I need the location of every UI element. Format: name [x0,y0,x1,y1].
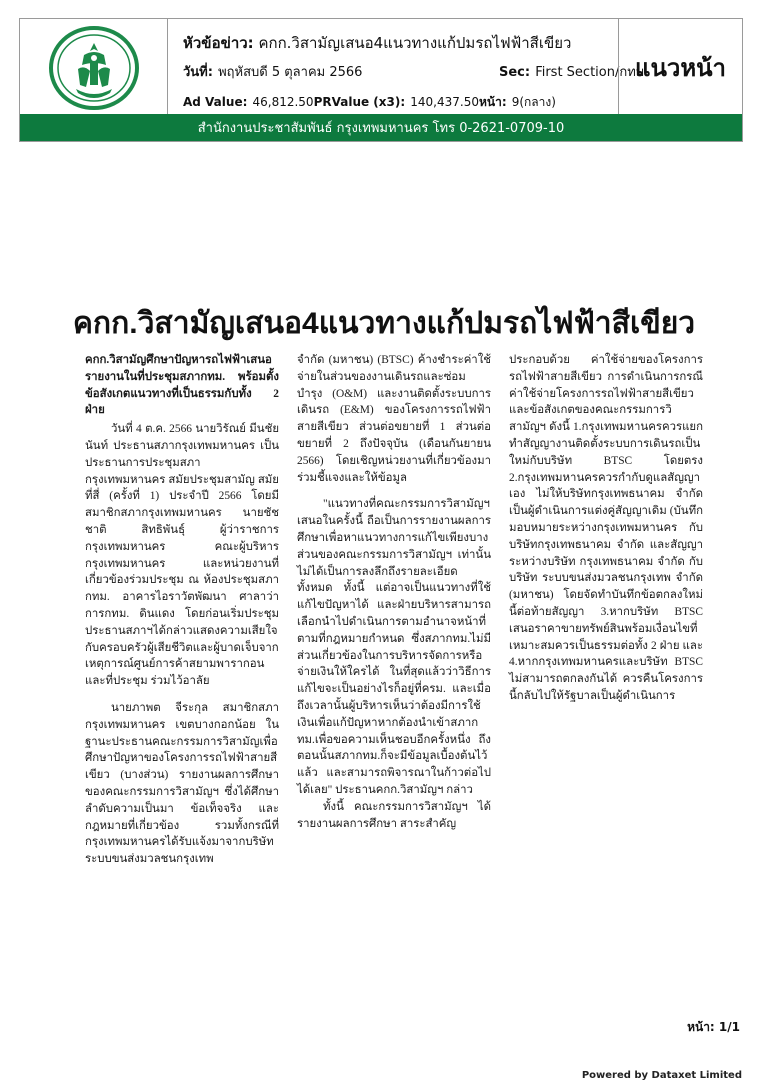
logo-box [20,19,168,116]
date-value: พฤหัสบดี 5 ตุลาคม 2566 [218,65,363,80]
headline-label: หัวข้อข่าว: [183,34,254,52]
pr-value: 140,437.50 [410,95,479,109]
article-paragraph: จำกัด (มหาชน) (BTSC) ค้างชำระค่าใช้จ่ายในส่วนของงานเดินรถและซ่อมบำรุง (O&M) และงานติดตั้งระบบการเดินรถ (E&M) ของโครงการรถไฟฟ้าสายสีเขียว ส่วนต่อขยายที่ 1 ส่วนต่อขยายที่ 2 ถึงปัจจุบัน (เดือนกันยายน 2566) โดยเชิญหน่วยงานที่เกี่ยวข้องมาร่วมชี้แจงและให้ข้อมูล [297,354,491,484]
article-paragraph: นายภาพต จีระกุล สมาชิกสภากรุงเทพมหานคร เขตบางกอกน้อย ในฐานะประธานคณะกรรมการวิสามัญเพื่อศึกษาปัญหาของโครงการรถไฟฟ้าสายสีเขียว (บางส่วน) รายงานผลการศึกษาของคณะกรรมการวิสามัญฯ ซึ่งได้ศึกษาลำดับความเป็นมา ข้อเท็จจริง และกฎหมายที่เกี่ยวข้อง รวมทั้งกรณีที่กรุงเทพมหานครได้รับแจ้งมาจากบริษัทระบบขนส่งมวลชนกรุงเทพ [85,701,279,866]
ad-value-label: Ad Value: [183,95,248,109]
date-label: วันที่: [183,65,213,80]
page-counter: หน้า: 1/1 [687,1020,740,1034]
powered-by-credit: Powered by Dataxet Limited [581,1070,742,1081]
clipping-meta [183,27,649,113]
value-row [183,91,556,112]
pr-value-label: PRValue (x3): [313,95,406,109]
article-body [85,352,703,868]
article-column-2 [297,352,491,868]
article-column-1 [85,352,279,868]
bangkok-seal-logo [48,25,140,111]
headline-value: คกก.วิสามัญเสนอ4แนวทางแก้ปมรถไฟฟ้าสีเขียว [258,34,572,52]
sec-label: Sec: [499,65,531,80]
headline-row [183,31,571,55]
article-paragraph: ทั้งนี้ คณะกรรมการวิสามัญฯ ได้รายงานผลการศึกษา สาระสำคัญ [297,800,491,830]
sec-value: First Section/กทม. [535,65,649,80]
article-column-3 [509,352,703,868]
page-value: 9(กลาง) [511,95,556,109]
clipping-header [19,18,743,142]
newspaper-name: แนวหน้า [618,19,742,116]
ad-value: 46,812.50 [252,95,314,109]
article-paragraph: วันที่ 4 ต.ค. 2566 นายวิรัณย์ มีนชัยนันท์ ประธานสภากรุงเทพมหานคร เป็นประธานการประชุมสภากรุงเทพมหานคร สมัยประชุมสามัญ สมัยที่สี่ (ครั้งที่ 1) ประจำปี 2566 โดยมี สมาชิกสภากรุงเทพมหานคร นายชัชชาติ สิทธิพันธุ์ ผู้ว่าราชการกรุงเทพมหานคร คณะผู้บริหารกรุงเทพมหานคร และหน่วยงานที่เกี่ยวข้องร่วมประชุม ณ ห้องประชุมสภากทม. อาคารไอราวัตพัฒนา ศาลาว่าการกทม. ดินแดง โดยก่อนเริ่มประชุม ประธานสภาฯได้กล่าวแสดงความเสียใจกับครอบครัวผู้เสียชีวิตและผู้บาดเจ็บจากเหตุการณ์ศูนย์การค้าสยามพารากอน และที่ประชุม ร่วมไว้อาลัย [85,423,279,688]
page-label: หน้า: [478,95,507,109]
article-lead: คกก.วิสามัญศึกษาปัญหารถไฟฟ้าเสนอรายงานในที่ประชุมสภากทม. พร้อมตั้งข้อสังเกตแนวทางที่เป็นธรรมกับทั้ง 2 ฝ่าย [85,354,279,417]
article-paragraph: "แนวทางที่คณะกรรมการวิสามัญฯ เสนอในครั้งนี้ ถือเป็นการรายงานผลการศึกษาเพื่อหาแนวทางการแก้ไขเพียงบางส่วนของคณะกรรมการวิสามัญฯ เท่านั้น ไม่ได้เป็นการลงลึกถึงรายละเอียดทั้งหมด ทั้งนี้ แต่อาจเป็นแนวทางที่ใช้แก้ไขปัญหาได้ และฝ่ายบริหารสามารถเลือกนำไปดำเนินการตามอำนาจหน้าที่ตามที่กฎหมายกำหนด ซึ่งสภากทม.ไม่มีส่วนเกี่ยวข้องในการบริหารจัดการหรือจ่ายเงินให้ใครได้ ในที่สุดแล้วว่าวิธีการแก้ไขจะเป็นอย่างไรก็อยู่ที่ครม. และเมื่อถึงเวลานั้นผู้บริหารเห็นว่าต้องมีการใช้เงินเพื่อแก้ปัญหาหากต้องนำเข้าสภากทม.เพื่อขอความเห็นชอบอีกครั้งหนึ่ง ถึงตอนนั้นสภากทม.ก็จะมีข้อมูลเบื้องต้นไว้แล้ว และสามารถพิจารณาในก้าวต่อไปได้เลย" ประธานคกก.วิสามัญฯ กล่าว [297,498,491,796]
article-paragraph: ประกอบด้วย ค่าใช้จ่ายของโครงการรถไฟฟ้าสายสีเขียว การดำเนินการกรณีค่าใช้จ่ายโครงการรถไฟฟ้าสายสีเขียว และข้อสังเกตของคณะกรรมการวิสามัญฯ ดังนี้ 1.กรุงเทพมหานครควรแยกทำสัญญางานติดตั้งระบบการเดินรถเป็นใหม่กับบริษัท BTSC โดยตรง 2.กรุงเทพมหานครควรกำกับดูแลสัญญาเอง ไม่ให้บริษัทกรุงเทพธนาคม จำกัด เป็นผู้ดำเนินการแต่งคู่สัญญาเดิม (บันทึกมอบหมายระหว่างกรุงเทพมหานคร กับ บริษัทกรุงเทพธนาคม จำกัด และสัญญาระหว่างบริษัท กรุงเทพธนาคม จำกัด กับ บริษัท ระบบขนส่งมวลชนกรุงเทพ จำกัด (มหาชน) โดยจัดทำบันทึกข้อตกลงใหม่นี้ต่อท้ายสัญญา 3.หากบริษัท BTSC เสนอราคาขายทรัพย์สินพร้อมเงื่อนไขที่เหมาะสมควรเป็นธรรมต่อทั้ง 2 ฝ่าย และ 4.หากกรุงเทพมหานครและบริษัท BTSC ไม่สามารถตกลงกันได้ ควรคืนโครงการนี้กลับไปให้รัฐบาลเป็นผู้ดำเนินการ [509,354,703,702]
date-row [183,61,362,82]
article-title: คกก.วิสามัญเสนอ4แนวทางแก้ปมรถไฟฟ้าสีเขียว [72,307,696,340]
office-contact-bar: สำนักงานประชาสัมพันธ์ กรุงเทพมหานคร โทร 0-2621-0709-10 [20,114,742,141]
